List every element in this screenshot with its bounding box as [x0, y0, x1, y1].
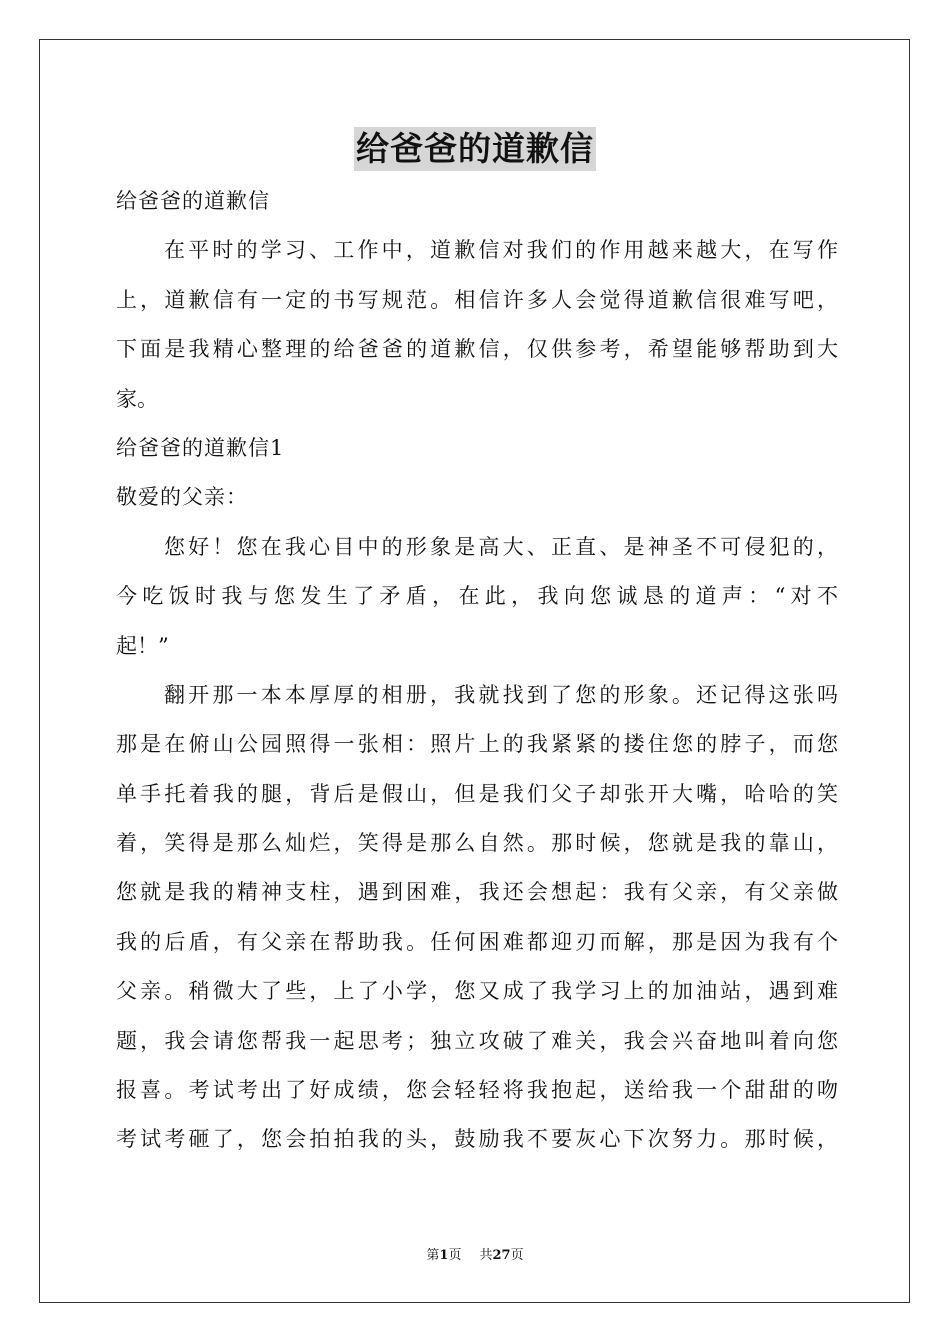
text-line: 您好！您在我心目中的形象是高大、正直、是神圣不可侵犯的，: [164, 534, 838, 559]
text-line: 家。: [116, 386, 158, 411]
total-pages: 27: [492, 1248, 511, 1263]
text-line: 我的后盾，有父亲在帮助我。任何困难都迎刃而解，那是因为我有个: [116, 929, 838, 954]
text-line: 父亲。稍微大了些，上了小学，您又成了我学习上的加油站，遇到难: [116, 979, 838, 1004]
document-title: 给爸爸的道歉信: [354, 127, 596, 171]
text-line: 今吃饭时我与您发生了矛盾，在此，我向您诚恳的道声：“对不: [116, 584, 838, 609]
page-prefix: 第: [426, 1248, 440, 1263]
page-number: 1: [439, 1248, 449, 1263]
title-container: [0, 127, 950, 171]
page-suffix: 页: [448, 1248, 462, 1263]
text-line: 报喜。考试考出了好成绩，您会轻轻将我抱起，送给我一个甜甜的吻: [116, 1078, 838, 1103]
text-line: 下面是我精心整理的给爸爸的道歉信，仅供参考，希望能够帮助到大: [116, 337, 838, 362]
text-line: 给爸爸的道歉信: [116, 189, 270, 213]
text-line: 给爸爸的道歉信1: [116, 435, 285, 460]
total-suffix: 页: [510, 1248, 524, 1263]
document-body: [116, 177, 838, 1165]
text-line: 那是在俯山公园照得一张相：照片上的我紧紧的搂住您的脖子，而您: [116, 732, 838, 757]
text-line: 单手托着我的腿，背后是假山，但是我们父子却张开大嘴，哈哈的笑: [116, 781, 838, 806]
total-prefix: 共: [479, 1248, 493, 1263]
text-line: 您就是我的精神支柱，遇到困难，我还会想起：我有父亲，有父亲做: [116, 880, 838, 905]
text-line: 翻开那一本本厚厚的相册，我就找到了您的形象。还记得这张吗: [164, 682, 838, 707]
text-line: 着，笑得是那么灿烂，笑得是那么自然。那时候，您就是我的靠山，: [116, 831, 838, 856]
page-footer: [0, 1246, 950, 1266]
text-line: 上，道歉信有一定的书写规范。相信许多人会觉得道歉信很难写吧，: [116, 287, 838, 312]
text-line: 考试考砸了，您会拍拍我的头，鼓励我不要灰心下次努力。那时候，: [116, 1127, 838, 1152]
text-line: 敬爱的父亲：: [116, 485, 248, 510]
text-line: 题，我会请您帮我一起思考；独立攻破了难关，我会兴奋地叫着向您: [116, 1028, 838, 1053]
text-line: 在平时的学习、工作中，道歉信对我们的作用越来越大，在写作: [164, 238, 838, 263]
text-line: 起！”: [116, 633, 169, 658]
